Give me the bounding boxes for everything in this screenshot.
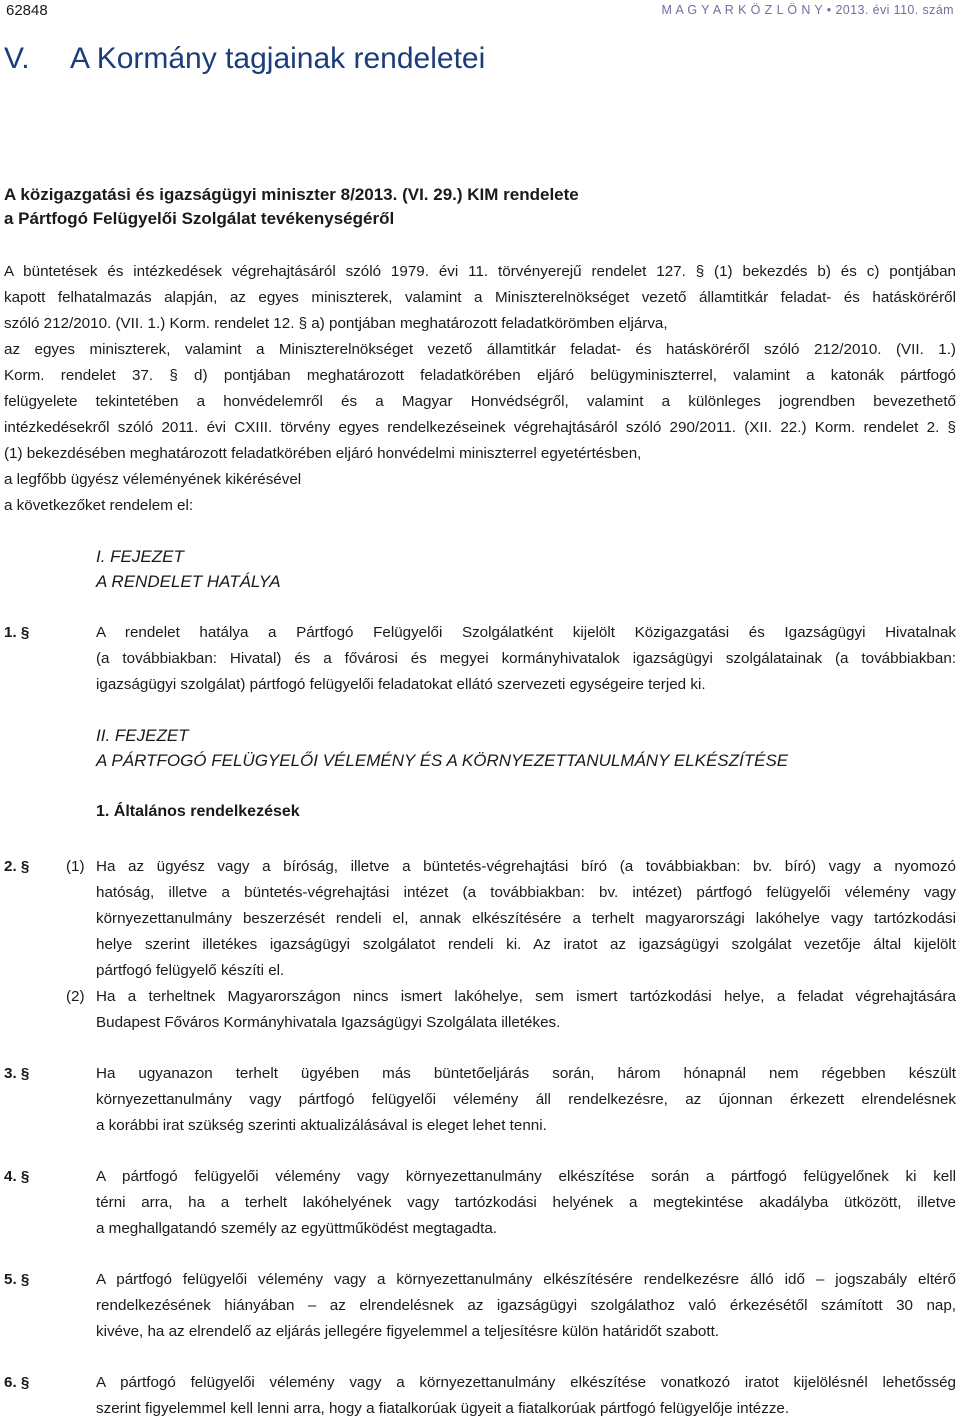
preamble-line: felügyelete tekintetében a honvédelemről és a Magyar Honvédségről, valamint a különleges jogrendben bevezethető	[4, 393, 956, 410]
chapter-1-number: I. FEJEZET	[96, 547, 184, 566]
paragraph-line: helye szerint illetékes igazságügyi szolgálatot rendeli ki. Az iratot az igazságügyi szolgálat vezetője által kijelölt	[96, 936, 956, 953]
paragraph-line: rendelkezésének hiányában – az elrendelésnek az igazságügyi szolgálathoz való érkezésétől számított 30 nap,	[96, 1297, 956, 1314]
paragraph-4-text	[96, 1164, 956, 1242]
paragraph-line: hatóság, illetve a büntetés-végrehajtási intézet (a továbbiakban: bv. intézet) pártfogó felügyelői vélemény vagy	[96, 884, 956, 901]
journal-running-header: M A G Y A R K Ö Z L Ö N Y • 2013. évi 110. szám	[661, 3, 954, 17]
paragraph-line: (a továbbiakban: Hivatal) és a fővárosi és megyei kormányhivatalok igazságügyi szolgálatainak (a továbbiakban:	[96, 650, 956, 667]
paragraph-5-number: 5. §	[4, 1271, 30, 1288]
paragraph-line: A pártfogó felügyelői vélemény vagy a környezettanulmány elkészítésére rendelkezésre álló idő – jogszabály eltérő	[96, 1271, 956, 1288]
paragraph-2-sub-2-number: (2)	[66, 988, 85, 1005]
decree-title-line-1: A közigazgatási és igazságügyi miniszter 8/2013. (VI. 29.) KIM rendelete	[4, 185, 579, 204]
chapter-2-number: II. FEJEZET	[96, 726, 189, 745]
preamble	[4, 259, 956, 519]
chapter-2-heading	[96, 723, 788, 773]
paragraph-line: Ha a terheltnek Magyarországon nincs ismert lakóhelye, sem ismert tartózkodási helye, a feladat végrehajtására	[96, 988, 956, 1005]
paragraph-5-text	[96, 1267, 956, 1345]
paragraph-line: térni arra, ha a terhelt lakóhelyének vagy tartózkodási helyének a megtekintése akadályba ütközött, illetve	[96, 1194, 956, 1211]
preamble-line: szóló 212/2010. (VII. 1.) Korm. rendelet 12. § a) pontjában meghatározott feladatkörömben eljárva,	[4, 315, 668, 332]
preamble-line: az egyes miniszterek, valamint a Miniszterelnökséget vezető államtitkár feladat- és hatásköréről szóló 212/2010. (VII. 1.)	[4, 341, 956, 358]
preamble-line: (1) bekezdésében meghatározott feladatkörében eljáró honvédelmi miniszterrel egyetértésben,	[4, 445, 642, 462]
chapter-1-heading	[96, 544, 281, 594]
preamble-line: Korm. rendelet 37. § d) pontjában meghatározott feladatkörében eljáró belügyminiszterrel, valamint a katonák pártfogó	[4, 367, 956, 384]
decree-title-line-2: a Pártfogó Felügyelői Szolgálat tevékenységéről	[4, 209, 395, 228]
paragraph-line: pártfogó felügyelő készíti el.	[96, 962, 285, 979]
paragraph-line: Ha ugyanazon terhelt ügyében más büntetőeljárás során, három hónapnál nem régebben készült	[96, 1065, 956, 1082]
preamble-line: kapott felhatalmazás alapján, az egyes miniszterek, valamint a Miniszterelnökséget vezető államtitkár feladat- és hatásköréről	[4, 289, 956, 306]
decree-title	[4, 183, 954, 231]
paragraph-line: környezettanulmány beszerzését rendeli el, annak elkészítésére a terhelt magyarországi lakóhelye vagy tartózkodási	[96, 910, 956, 927]
paragraph-3-text	[96, 1061, 956, 1139]
paragraph-4-number: 4. §	[4, 1168, 30, 1185]
preamble-line: A büntetések és intézkedések végrehajtásáról szóló 1979. évi 11. törvényerejű rendelet 127. § (1) bekezdés b) és c) pontjában	[4, 263, 956, 280]
paragraph-2-sub-2-text	[96, 984, 956, 1036]
paragraph-line: igazságügyi szolgálat) pártfogó felügyelői feladatokat ellátó szervezeti egységeire terjed ki.	[96, 676, 706, 693]
paragraph-line: a korábbi irat szükség szerinti aktualizálásával is eleget lehet tenni.	[96, 1117, 547, 1134]
preamble-line: intézkedésekről szóló 2011. évi CXIII. törvény egyes rendelkezéseinek végrehajtásáról szóló 290/2011. (XII. 22.) Korm. rendelet 2. §	[4, 419, 956, 436]
paragraph-line: szerint figyelemmel kell lenni arra, hogy a fiatalkorúak ügyeit a fiatalkorúak pártfogó felügyelője intézze.	[96, 1400, 790, 1417]
paragraph-line: Budapest Főváros Kormányhivatala Igazságügyi Szolgálata illetékes.	[96, 1014, 561, 1031]
paragraph-line: Ha az ügyész vagy a bíróság, illetve a büntetés-végrehajtási bíró (a továbbiakban: bv. bíró) vagy a nyomozó	[96, 858, 956, 875]
section-title: A Kormány tagjainak rendeletei	[70, 42, 486, 75]
page-number: 62848	[6, 2, 48, 19]
chapter-1-title: A RENDELET HATÁLYA	[96, 572, 281, 591]
section-number: V.	[4, 42, 30, 75]
paragraph-line: a meghallgatandó személy az együttműködést megtagadta.	[96, 1220, 498, 1237]
paragraph-2-sub-1-text	[96, 854, 956, 984]
paragraph-1-text	[96, 620, 956, 698]
paragraph-6-number: 6. §	[4, 1374, 30, 1391]
paragraph-3-number: 3. §	[4, 1065, 30, 1082]
paragraph-line: A pártfogó felügyelői vélemény vagy környezettanulmány elkészítése során a pártfogó felügyelőnek ki kell	[96, 1168, 956, 1185]
paragraph-1-number: 1. §	[4, 624, 30, 641]
preamble-line: a következőket rendelem el:	[4, 497, 194, 514]
paragraph-line: A pártfogó felügyelői vélemény vagy a környezettanulmány elkészítése vonatkozó iratot kijelölésnél lehetősség	[96, 1374, 956, 1391]
paragraph-6-text	[96, 1370, 956, 1422]
paragraph-line: kivéve, ha az elrendelő az eljárás jellegére figyelemmel a teljesítésre külön határidőt szabott.	[96, 1323, 720, 1340]
paragraph-2-sub-1-number: (1)	[66, 858, 85, 875]
subsection-heading: 1. Általános rendelkezések	[96, 803, 300, 820]
section-heading	[4, 42, 485, 76]
paragraph-2-number: 2. §	[4, 858, 30, 875]
preamble-line: a legfőbb ügyész véleményének kikérésével	[4, 471, 302, 488]
paragraph-line: környezettanulmány vagy pártfogó felügyelői vélemény áll rendelkezésre, az újonnan érkezett elrendelésnek	[96, 1091, 956, 1108]
chapter-2-title: A PÁRTFOGÓ FELÜGYELŐI VÉLEMÉNY ÉS A KÖRNYEZETTANULMÁNY ELKÉSZÍTÉSE	[96, 751, 789, 770]
paragraph-line: A rendelet hatálya a Pártfogó Felügyelői Szolgálatként kijelölt Közigazgatási és Igazságügyi Hivatalnak	[96, 624, 956, 641]
